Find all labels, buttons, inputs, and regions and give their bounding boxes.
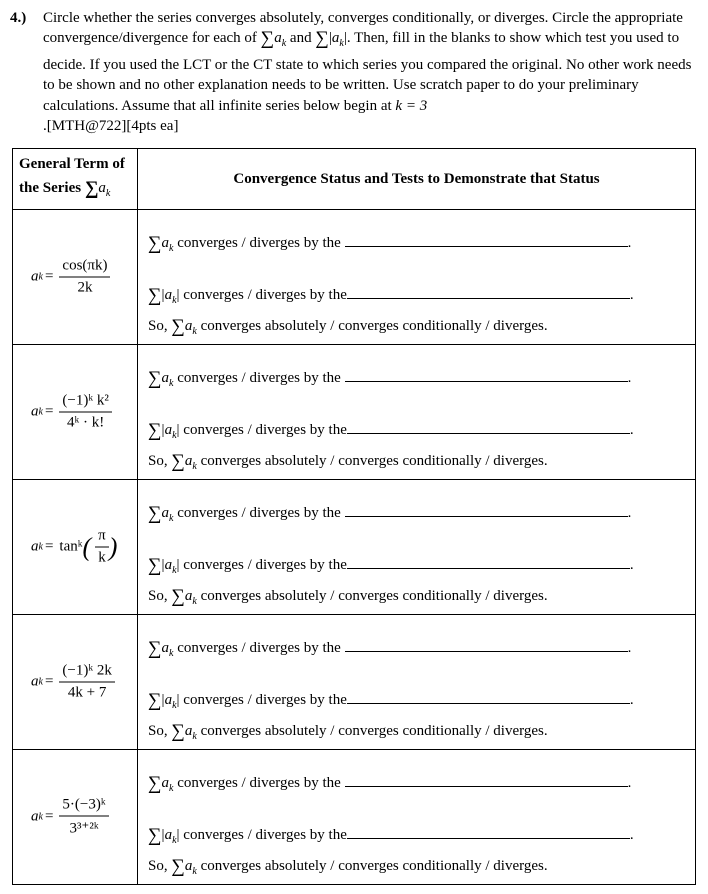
term-denominator: k — [98, 549, 106, 566]
table-row — [13, 615, 696, 750]
general-term-cell — [13, 480, 138, 615]
sigma-symbol: ∑ — [171, 586, 185, 607]
status-line3-text[interactable]: converges absolutely / converges conditionally / diverges. — [200, 588, 548, 604]
term-fraction — [59, 258, 110, 297]
status-line-abs-series: $\sum|a_k|$ converges / diverges by the . — [148, 825, 634, 846]
term-eq: = — [44, 808, 54, 825]
question-text-part2: . Then, fill in the blanks to show which test you used to decide. If you used the LCT or the CT state to which series you compared the original. No other work needs to be shown and no other explanation needs to be written. Use scratch paper to do your preliminary calculations. Assume that all infinite series below begin at — [43, 30, 692, 114]
term-eq: = — [44, 403, 54, 420]
status-line3-prefix: So, — [148, 453, 168, 469]
status-line-abs-series: $\sum|a_k|$ converges / diverges by the . — [148, 420, 634, 441]
status-line1-text: converges / diverges by the — [177, 505, 341, 521]
table-header-row — [13, 149, 696, 210]
term-denominator: 4ᵏ · k! — [67, 414, 105, 431]
status-line2-text: converges / diverges by the — [183, 422, 347, 438]
term-denominator: 3³⁺²ᵏ — [69, 820, 99, 837]
status-line2-text: converges / diverges by the — [183, 827, 347, 843]
table-row — [13, 210, 696, 345]
header-convergence-status: Convergence Status and Tests to Demonstrate that Status — [138, 149, 696, 210]
sigma-symbol: ∑ — [148, 690, 162, 711]
header-left-line2: the Series — [19, 180, 82, 196]
status-line-series: $\sum a_k$ converges / diverges by the . — [148, 503, 632, 524]
status-line3-text[interactable]: converges absolutely / converges conditionally / diverges. — [200, 858, 548, 874]
status-cell — [138, 480, 696, 615]
paren-open: ( — [82, 532, 92, 561]
status-line-series: $\sum a_k$ converges / diverges by the . — [148, 368, 632, 389]
general-term-cell — [13, 210, 138, 345]
question-tag: .[MTH@722][4pts ea] — [43, 118, 179, 135]
status-line-conclusion: So, $\sum a_k$ converges absolutely / converges conditionally / diverges. — [148, 721, 548, 742]
sigma-symbol: ∑ — [148, 825, 162, 846]
term-fraction — [59, 393, 111, 432]
paren-close: ) — [108, 532, 118, 561]
question-text: Circle whether the series converges absolutely, converges conditionally, or diverges. Circle the appropriate convergence/divergence for each of $\sum a_k$ and $\sum|a_k|$. Then, fill in the blanks to show which test you used to decide. If you used the LCT or the CT state to which series you compared the original. No other work needs to be shown and no other explanation needs to be written. Use scratch paper to do your preliminary calculations. Assume that all infinite series below begin at k = 3 .[MTH@722][4pts ea] — [43, 10, 692, 135]
sigma-symbol: ∑ — [84, 178, 99, 199]
sigma-symbol: ∑ — [148, 555, 162, 576]
term-fraction — [59, 663, 114, 702]
abs-test-blank-field[interactable] — [347, 286, 630, 299]
status-line-conclusion: So, $\sum a_k$ converges absolutely / converges conditionally / diverges. — [148, 856, 548, 877]
term-sub: k — [38, 271, 43, 283]
term-numerator: cos(πk) — [59, 258, 110, 278]
status-cell — [138, 210, 696, 345]
status-line1-text: converges / diverges by the — [177, 640, 341, 656]
status-line2-text: converges / diverges by the — [183, 287, 347, 303]
term-numerator: (−1)ᵏ 2k — [59, 663, 114, 683]
sigma-symbol: ∑ — [148, 368, 162, 389]
term-fraction — [59, 797, 108, 838]
sigma-symbol: ∑ — [260, 28, 275, 50]
term-sub: k — [38, 811, 43, 823]
test-blank-field[interactable] — [345, 369, 628, 382]
abs-test-blank-field[interactable] — [347, 421, 630, 434]
sigma-symbol: ∑ — [148, 503, 162, 524]
table-row — [13, 750, 696, 885]
sigma-symbol: ∑ — [148, 233, 162, 254]
sigma-symbol: ∑ — [171, 451, 185, 472]
status-line-conclusion: So, $\sum a_k$ converges absolutely / converges conditionally / diverges. — [148, 451, 548, 472]
term-eq: = — [44, 268, 54, 285]
status-line3-text[interactable]: converges absolutely / converges conditionally / diverges. — [200, 453, 548, 469]
general-term — [13, 797, 137, 838]
term-fraction — [95, 528, 109, 567]
general-term-cell — [13, 345, 138, 480]
term-numerator: (−1)ᵏ k² — [59, 393, 111, 413]
sigma-symbol: ∑ — [148, 285, 162, 306]
status-line1-text: converges / diverges by the — [177, 235, 341, 251]
test-blank-field[interactable] — [345, 234, 628, 247]
general-term-cell — [13, 615, 138, 750]
question-intro — [10, 8, 700, 136]
status-line3-prefix: So, — [148, 723, 168, 739]
status-line-conclusion: So, $\sum a_k$ converges absolutely / converges conditionally / diverges. — [148, 586, 548, 607]
term-lhs: a — [31, 403, 39, 420]
status-line-series: $\sum a_k$ converges / diverges by the . — [148, 638, 632, 659]
term-lhs: a — [31, 673, 39, 690]
term-denominator: 2k — [77, 279, 93, 296]
general-term — [13, 258, 137, 297]
status-cell — [138, 345, 696, 480]
sigma-symbol: ∑ — [315, 28, 329, 50]
status-line3-prefix: So, — [148, 318, 168, 334]
term-lhs: a — [31, 268, 39, 285]
sigma-symbol: ∑ — [148, 638, 162, 659]
term-sub: k — [38, 406, 43, 418]
term-sub: k — [38, 676, 43, 688]
status-line2-text: converges / diverges by the — [183, 692, 347, 708]
test-blank-field[interactable] — [345, 774, 628, 787]
status-line-series: $\sum a_k$ converges / diverges by the . — [148, 233, 632, 254]
term-eq: = — [44, 538, 54, 555]
question-text-part1: Circle whether the series converges absolutely, converges conditionally, or diverges. Circle the appropriate convergence/divergence for each of — [43, 10, 683, 47]
term-lhs: a — [31, 808, 39, 825]
sigma-symbol: ∑ — [171, 856, 185, 877]
term-numerator: π — [95, 528, 109, 548]
status-line1-text: converges / diverges by the — [177, 370, 341, 386]
status-line2-text: converges / diverges by the — [183, 557, 347, 573]
status-line-abs-series: $\sum|a_k|$ converges / diverges by the . — [148, 555, 634, 576]
test-blank-field[interactable] — [345, 504, 628, 517]
question-text-and: and — [289, 30, 312, 47]
general-term — [13, 528, 137, 567]
abs-test-blank-field[interactable] — [347, 556, 630, 569]
table-row — [13, 345, 696, 480]
status-cell — [138, 750, 696, 885]
term-lhs: a — [31, 538, 39, 555]
table-row — [13, 480, 696, 615]
sigma-symbol: ∑ — [171, 721, 185, 742]
general-term — [13, 663, 137, 702]
status-line3-prefix: So, — [148, 588, 168, 604]
start-index: k = 3 — [395, 97, 428, 114]
term-denominator: 4k + 7 — [67, 684, 107, 701]
header-left-line1: General Term of — [19, 156, 125, 172]
term-eq: = — [44, 673, 54, 690]
test-blank-field[interactable] — [345, 639, 628, 652]
status-line-abs-series: $\sum|a_k|$ converges / diverges by the . — [148, 285, 634, 306]
abs-test-blank-field[interactable] — [347, 826, 630, 839]
header-general-term: General Term of the Series $\sum a_k$ — [13, 149, 138, 210]
status-line-series: $\sum a_k$ converges / diverges by the . — [148, 773, 632, 794]
status-cell — [138, 615, 696, 750]
status-line-conclusion: So, $\sum a_k$ converges absolutely / converges conditionally / diverges. — [148, 316, 548, 337]
term-function: tanᵏ — [59, 538, 83, 555]
status-line3-text[interactable]: converges absolutely / converges conditionally / diverges. — [200, 723, 548, 739]
general-term — [13, 393, 137, 432]
sigma-symbol: ∑ — [171, 316, 185, 337]
abs-test-blank-field[interactable] — [347, 691, 630, 704]
status-line3-prefix: So, — [148, 858, 168, 874]
question-number: 4.) — [10, 10, 27, 26]
sigma-symbol: ∑ — [148, 420, 162, 441]
status-line1-text: converges / diverges by the — [177, 775, 341, 791]
series-table — [12, 148, 696, 885]
sigma-symbol: ∑ — [148, 773, 162, 794]
term-numerator: 5·(−3)ᵏ — [59, 797, 108, 817]
status-line-abs-series: $\sum|a_k|$ converges / diverges by the . — [148, 690, 634, 711]
general-term-cell — [13, 750, 138, 885]
status-line3-text[interactable]: converges absolutely / converges conditionally / diverges. — [200, 318, 548, 334]
term-sub: k — [38, 541, 43, 553]
